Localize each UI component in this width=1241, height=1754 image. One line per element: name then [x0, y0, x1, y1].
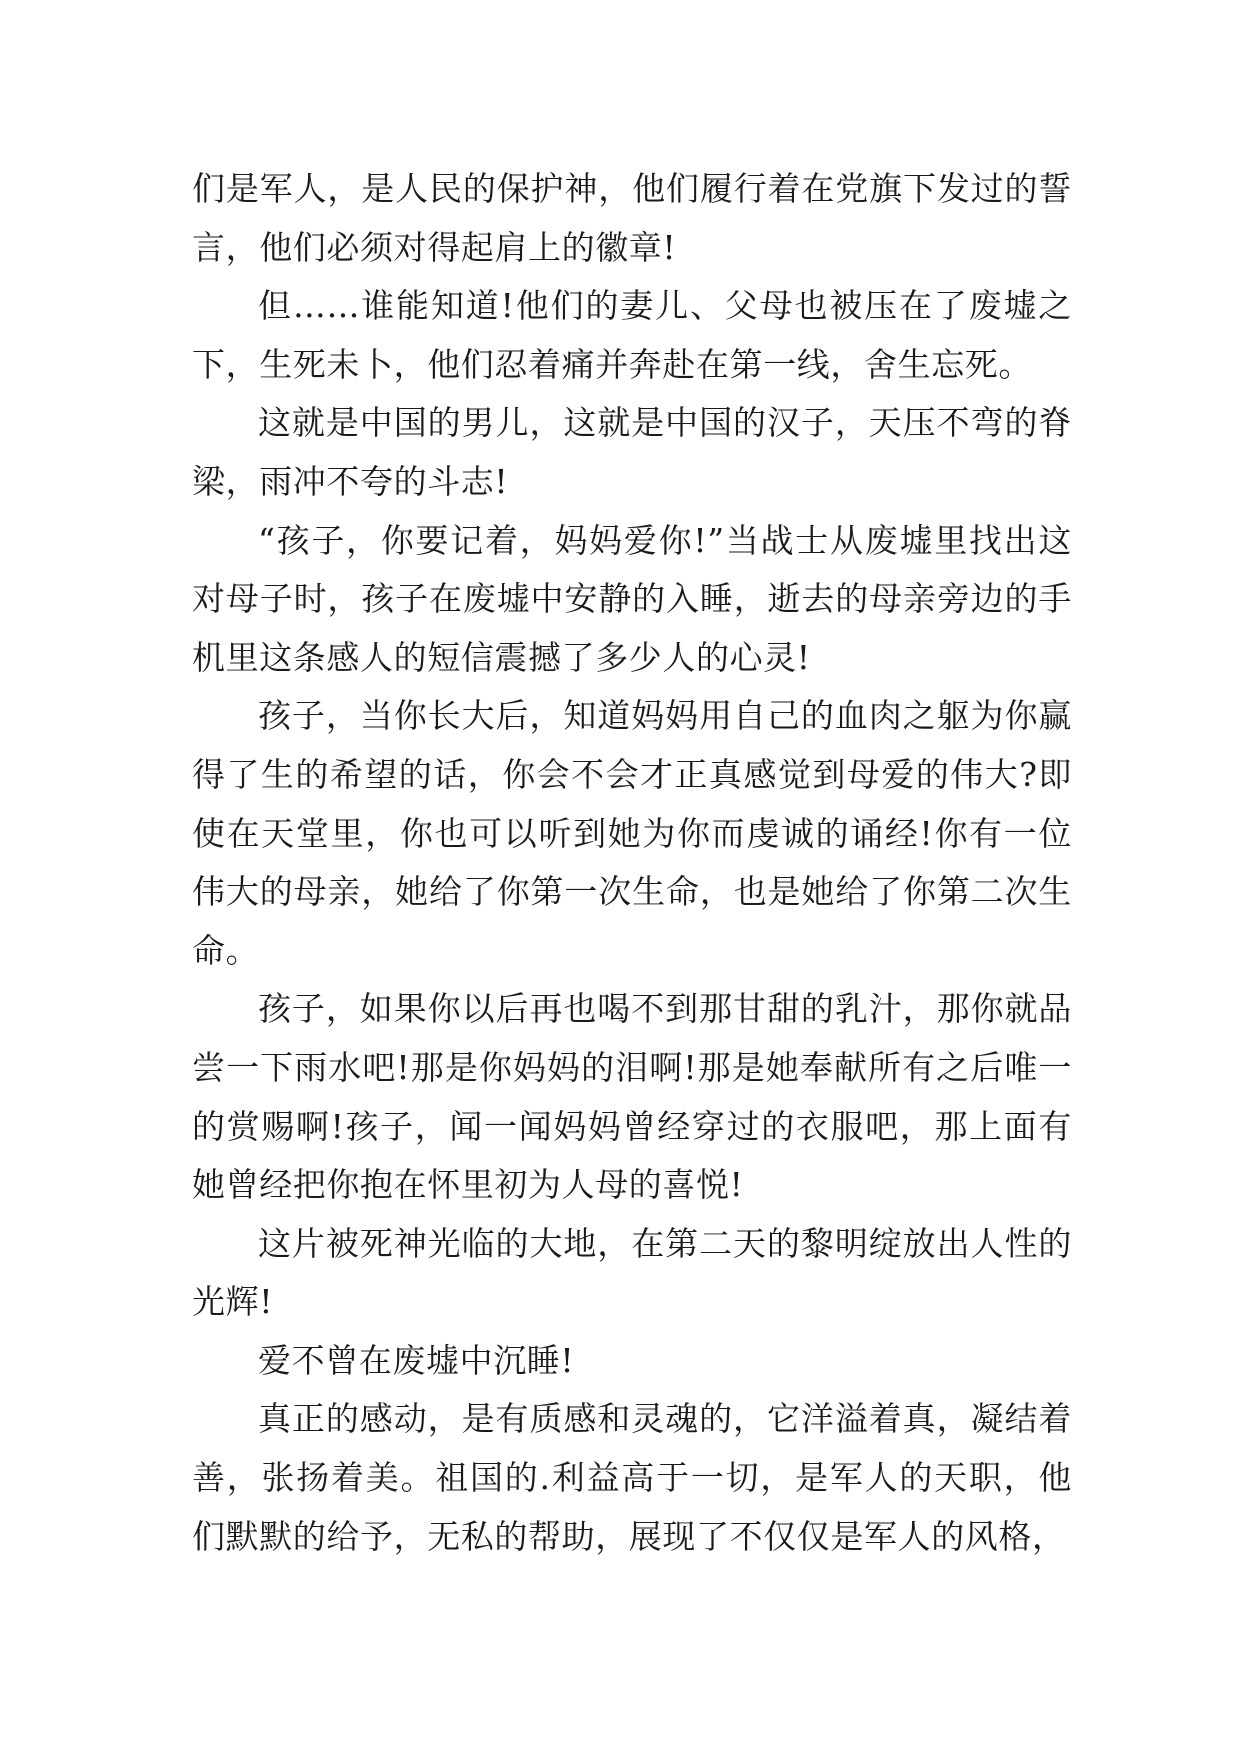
paragraph-6: 孩子，如果你以后再也喝不到那甘甜的乳汁，那你就品尝一下雨水吧!那是你妈妈的泪啊!那是她奉献所有之后唯一的赏赐啊!孩子，闻一闻妈妈曾经穿过的衣服吧，那上面有她曾经把你抱在怀里初为人母的喜悦! — [192, 989, 1072, 1205]
paragraph-7: 这片被死神光临的大地，在第二天的黎明绽放出人性的光辉! — [192, 1223, 1072, 1322]
paragraph-3: 这就是中国的男儿，这就是中国的汉子，天压不弯的脊梁，雨冲不夸的斗志! — [192, 403, 1072, 501]
paragraph-2: 但……谁能知道!他们的妻儿、父母也被压在了废墟之下，生死未卜，他们忍着痛并奔赴在第一线，舍生忘死。 — [192, 286, 1072, 384]
paragraph-1: 们是军人，是人民的保护神，他们履行着在党旗下发过的誓言，他们必须对得起肩上的徽章! — [192, 169, 1072, 267]
paragraph-5: 孩子，当你长大后，知道妈妈用自己的血肉之躯为你赢得了生的希望的话，你会不会才正真感觉到母爱的伟大?即使在天堂里，你也可以听到她为你而虔诚的诵经!你有一位伟大的母亲，她给了你第一次生命，也是她给了你第二次生命。 — [192, 696, 1072, 970]
document-body — [192, 160, 1072, 1566]
paragraph-9: 真正的感动，是有质感和灵魂的，它洋溢着真，凝结着善，张扬着美。祖国的.利益高于一切，是军人的天职，他们默默的给予，无私的帮助，展现了不仅仅是军人的风格， — [192, 1399, 1072, 1556]
paragraph-8: 爱不曾在废墟中沉睡! — [258, 1340, 575, 1380]
paragraph-4: “孩子，你要记着，妈妈爱你!”当战士从废墟里找出这对母子时，孩子在废墟中安静的入睡，逝去的母亲旁边的手机里这条感人的短信震撼了多少人的心灵! — [192, 520, 1072, 677]
